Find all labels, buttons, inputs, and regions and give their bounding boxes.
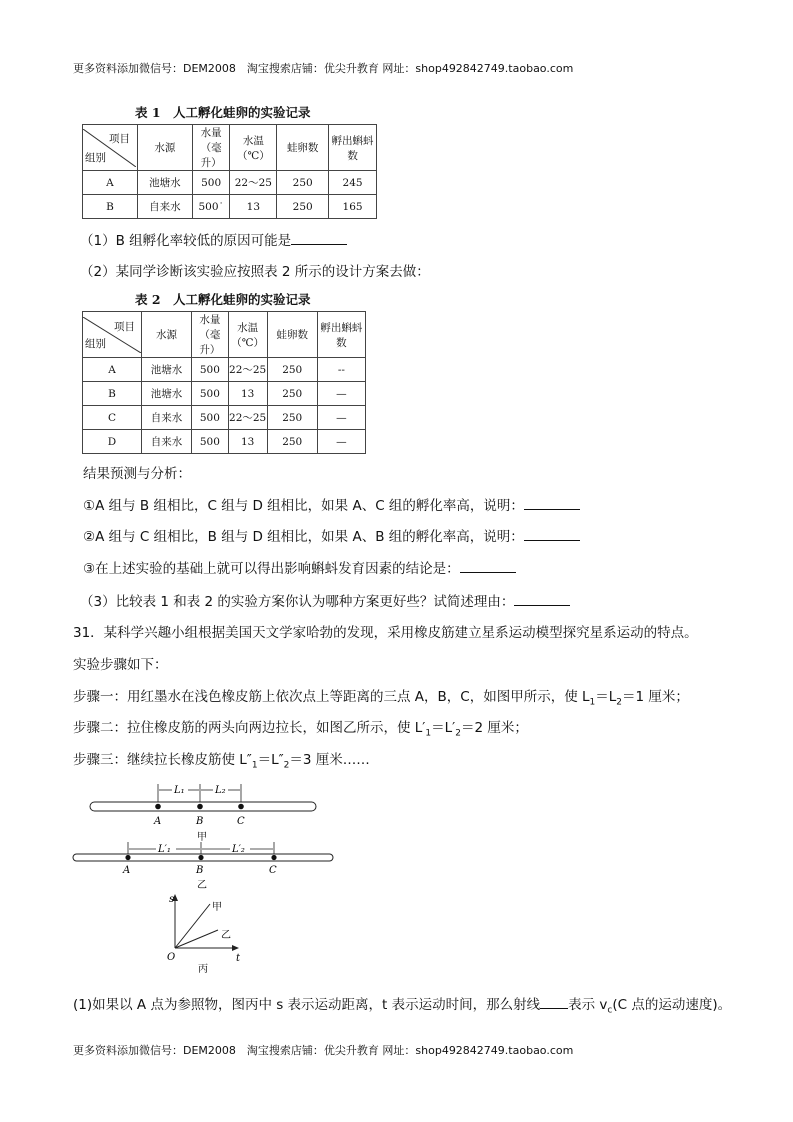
step-2: [73, 716, 528, 739]
result-1-text: ①A 组与 B 组相比，C 组与 D 组相比，如果 A、C 组的孵化率高，说明：: [83, 498, 524, 514]
question-31-1-text: 表示 v: [568, 997, 608, 1013]
question-31-1-text: (C 点的运动速度)。: [612, 997, 732, 1013]
table-cell: 245: [329, 171, 377, 195]
table-cell: 250: [267, 430, 317, 454]
step-1-text: ＝1 厘米；: [622, 689, 689, 705]
fig-bing-label: 丙: [198, 964, 208, 975]
table-row: [83, 171, 377, 195]
table1-header-row: [83, 125, 377, 171]
table2-header-cell: 孵出蝌蚪数: [317, 312, 365, 358]
ray-jia-label: 甲: [212, 902, 222, 913]
label-lp2: L′₂: [232, 844, 245, 855]
table-cell: 自来水: [142, 430, 192, 454]
table-cell: 池塘水: [142, 382, 192, 406]
result-2: [83, 525, 580, 545]
table1-header-cell: 蛙卵数: [277, 125, 329, 171]
table-cell: 500: [192, 406, 229, 430]
table2-header-cell: 蛙卵数: [267, 312, 317, 358]
fig-jia-label: 甲: [197, 832, 207, 843]
question-1: [80, 229, 347, 249]
step-3-text: 步骤三：继续拉长橡皮筋使 L″: [73, 752, 252, 768]
ray-yi-label: 乙: [221, 930, 231, 941]
table-cell: 22～25: [230, 171, 277, 195]
table-cell: 500˙: [192, 195, 230, 219]
table-cell: —: [317, 430, 365, 454]
point-dot: [198, 855, 203, 860]
table-cell: --: [317, 358, 365, 382]
label-b: B: [196, 816, 204, 827]
table-cell: B: [83, 382, 142, 406]
label-c: C: [269, 865, 277, 876]
label-c: C: [237, 816, 245, 827]
table-cell: —: [317, 406, 365, 430]
table-cell: 13: [228, 382, 267, 406]
ray-jia: [175, 904, 210, 948]
point-dot: [125, 855, 130, 860]
step-1: [73, 685, 689, 708]
table-cell: A: [83, 358, 142, 382]
table-cell: D: [83, 430, 142, 454]
label-s: s: [169, 894, 175, 905]
answer-blank[interactable]: [524, 527, 580, 541]
table-cell: 22～25: [228, 358, 267, 382]
point-dot: [197, 804, 203, 810]
table-cell: 13: [230, 195, 277, 219]
subscript: 1: [251, 760, 258, 771]
label-a: A: [154, 816, 162, 827]
table-row: [83, 195, 377, 219]
table-cell: 250: [277, 171, 329, 195]
subscript: 2: [455, 728, 461, 739]
label-lp1: L′₁: [158, 844, 171, 855]
question-3-text: （3）比较表 1 和表 2 的实验方案你认为哪种方案更好些？试简述理由：: [80, 594, 515, 610]
table-cell: 500: [192, 430, 229, 454]
t-axis-arrow: [232, 945, 239, 951]
table2: [82, 311, 366, 454]
table1-header-cell: 孵出蝌蚪数: [329, 125, 377, 171]
subscript: 2: [283, 760, 290, 771]
table-cell: C: [83, 406, 142, 430]
table-row: [83, 430, 366, 454]
table-cell: 池塘水: [137, 171, 192, 195]
result-1: [83, 494, 580, 514]
question-31-1-text: (1)如果以 A 点为参照物，图丙中 s 表示运动距离，t 表示运动时间，那么射线: [73, 997, 541, 1013]
table-cell: 250: [277, 195, 329, 219]
table1-header-cell: 水温（℃）: [230, 125, 277, 171]
step-2-text: ＝L′: [431, 720, 456, 736]
label-origin: O: [167, 952, 176, 963]
subscript: 1: [425, 728, 432, 739]
step-2-text: 步骤二：拉住橡皮筋的两头向两边拉长，如图乙所示，使 L′: [73, 720, 426, 736]
result-3-text: ③在上述实验的基础上就可以得出影响蝌蚪发育因素的结论是：: [83, 561, 460, 577]
page-footer: 更多资料添加微信号：DEM2008 淘宝搜索店铺：优尖升教育 网址：shop492842749.taobao.com: [73, 1044, 574, 1057]
table-cell: 13: [228, 430, 267, 454]
label-l2: L₂: [215, 785, 226, 796]
table-cell: 22～25: [228, 406, 267, 430]
step-1-text: 步骤一：用红墨水在浅色橡皮筋上依次点上等距离的三点 A，B，C，如图甲所示，使 L: [73, 689, 590, 705]
page-header: 更多资料添加微信号：DEM2008 淘宝搜索店铺：优尖升教育 网址：shop492842749.taobao.com: [73, 62, 574, 75]
table2-header-row: [83, 312, 366, 358]
answer-blank[interactable]: [291, 231, 347, 245]
subscript: c: [607, 1005, 613, 1016]
table-row: [83, 382, 366, 406]
table-row: [83, 358, 366, 382]
point-dot: [238, 804, 244, 810]
step-3-text: ＝L″: [257, 752, 284, 768]
answer-blank[interactable]: [514, 592, 570, 606]
subscript: 2: [616, 697, 623, 708]
table-cell: 自来水: [137, 195, 192, 219]
step-1-text: ＝L: [595, 689, 617, 705]
band-jia: [90, 802, 316, 811]
table-cell: 500: [192, 171, 230, 195]
result-title: 结果预测与分析：: [83, 466, 191, 482]
table-row: [83, 406, 366, 430]
table-cell: 500: [192, 358, 229, 382]
answer-blank[interactable]: [460, 559, 516, 573]
result-2-text: ②A 组与 C 组相比，B 组与 D 组相比，如果 A、B 组的孵化率高，说明：: [83, 529, 524, 545]
question-1-text: （1）B 组孵化率较低的原因可能是: [80, 233, 292, 249]
subscript: 1: [589, 697, 596, 708]
table-cell: 250: [267, 382, 317, 406]
table1-header-cell: 水源: [137, 125, 192, 171]
step-2-text: ＝2 厘米；: [460, 720, 528, 736]
question-31-1: [73, 993, 731, 1016]
table2-header-cell: 水源: [142, 312, 192, 358]
label-b: B: [196, 865, 204, 876]
table2-caption: 表 2 人工孵化蛙卵的实验记录: [135, 292, 311, 307]
table2-header-cell: 水温（℃）: [228, 312, 267, 358]
step-3-text: ＝3 厘米……: [289, 752, 370, 768]
point-dot: [271, 855, 276, 860]
ray-yi: [175, 930, 218, 948]
table1-header-cell: 水量（毫升）: [192, 125, 230, 171]
diag-bottom-label: 组别: [85, 337, 106, 350]
result-3: [83, 557, 516, 577]
table-cell: A: [83, 171, 138, 195]
answer-blank[interactable]: [524, 496, 580, 510]
point-dot: [155, 804, 161, 810]
diag-top-label: 项目: [109, 132, 130, 145]
table2-header-cell: 水量（毫升）: [192, 312, 229, 358]
table2-diag-cell: [83, 312, 142, 358]
diag-bottom-label: 组别: [85, 151, 106, 164]
table-cell: 250: [267, 406, 317, 430]
label-a: A: [123, 865, 131, 876]
fig-yi-label: 乙: [197, 880, 207, 891]
diag-top-label: 项目: [114, 320, 135, 333]
table-cell: 自来水: [142, 406, 192, 430]
label-t: t: [236, 953, 241, 964]
table1-caption: 表 1 人工孵化蛙卵的实验记录: [135, 105, 311, 120]
rubber-band-figure: [70, 780, 340, 975]
table-cell: —: [317, 382, 365, 406]
steps-title: 实验步骤如下：: [73, 657, 168, 673]
question-2: （2）某同学诊断该实验应按照表 2 所示的设计方案去做：: [80, 264, 430, 280]
table-cell: 250: [267, 358, 317, 382]
table-cell: 165: [329, 195, 377, 219]
question-3: [80, 590, 570, 610]
table-cell: B: [83, 195, 138, 219]
table1-diag-cell: [83, 125, 138, 171]
label-l1: L₁: [174, 785, 185, 796]
table1: [82, 124, 377, 219]
table-cell: 500: [192, 382, 229, 406]
answer-blank[interactable]: [540, 995, 568, 1009]
question-31: 31．某科学兴趣小组根据美国天文学家哈勃的发现，采用橡皮筋建立星系运动模型探究星系运动的特点。: [73, 625, 698, 641]
table-cell: 池塘水: [142, 358, 192, 382]
step-3: [73, 748, 370, 771]
